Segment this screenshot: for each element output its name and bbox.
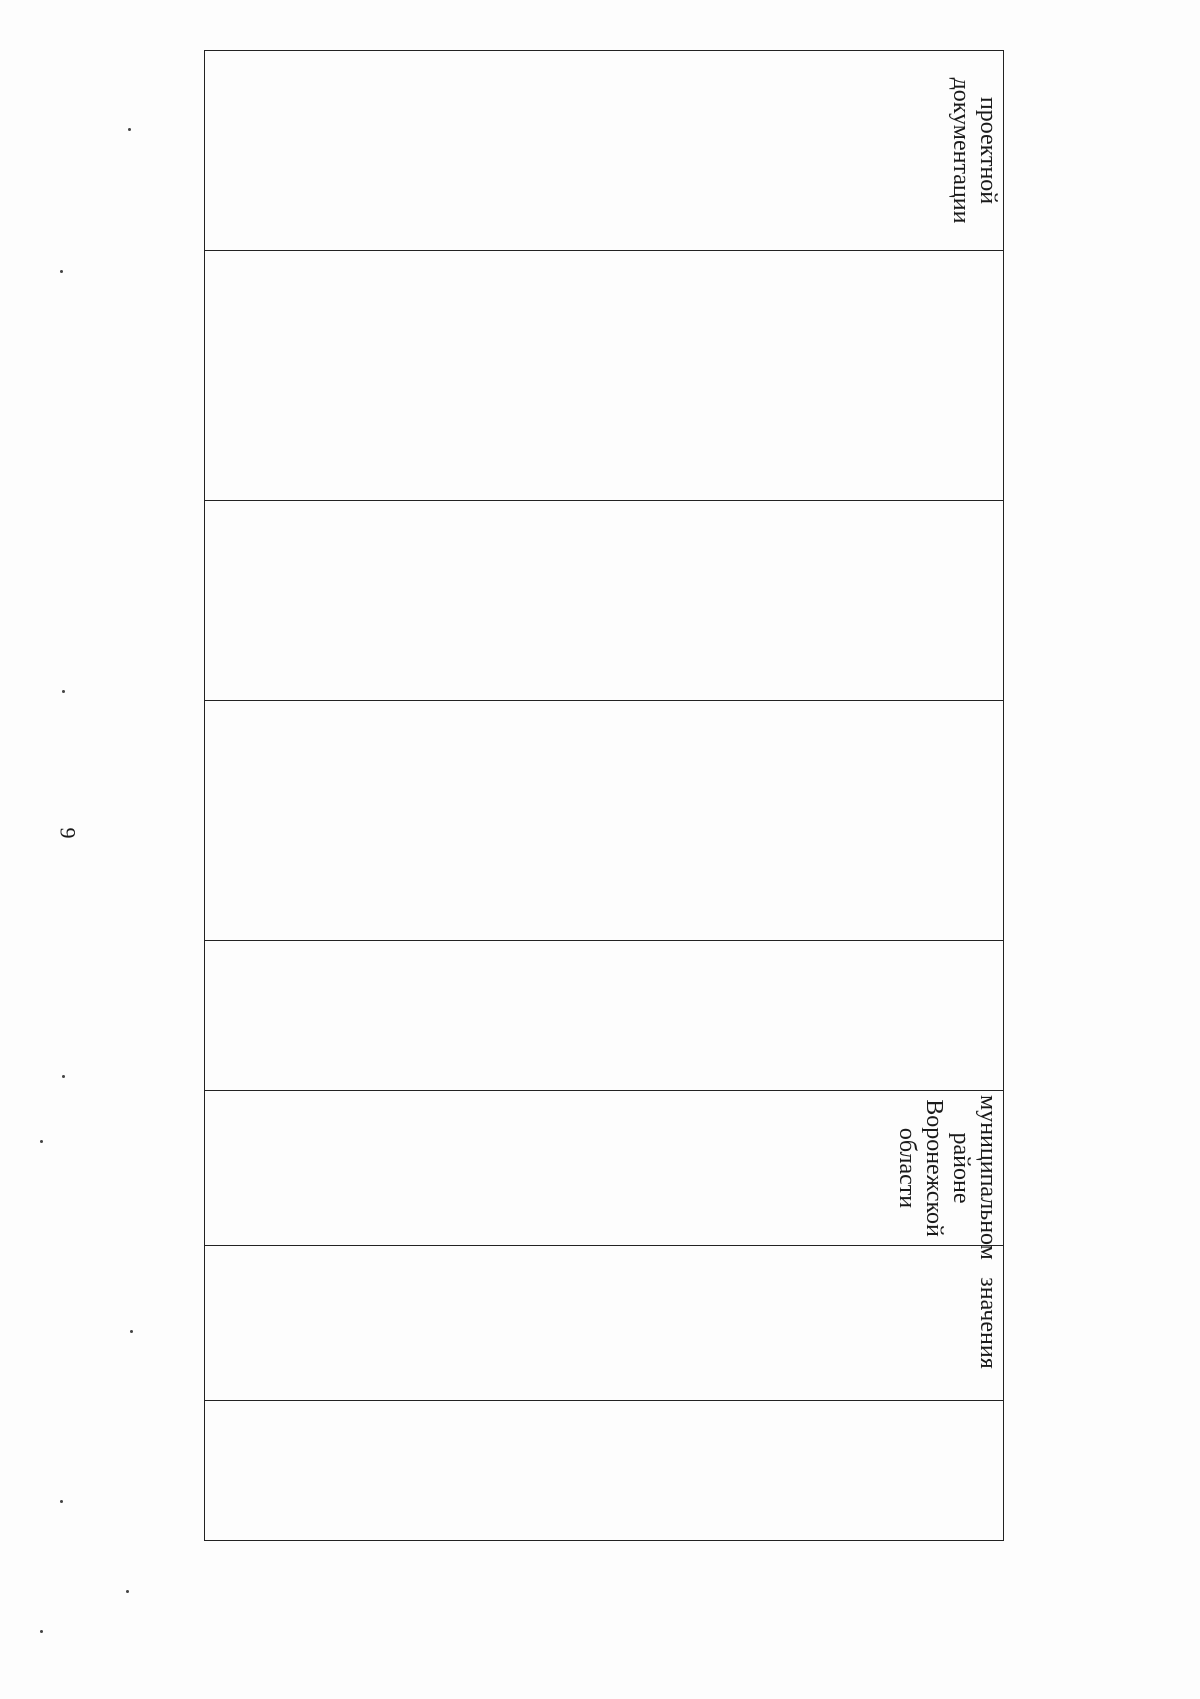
rotated-table-wrapper	[204, 50, 1004, 1540]
term-header	[205, 501, 1004, 701]
scan-speck	[62, 1075, 65, 1078]
page-number: 9	[55, 827, 81, 839]
scan-speck	[60, 1500, 63, 1503]
scan-speck	[62, 690, 65, 693]
type-header: значения	[205, 1246, 1004, 1401]
scan-speck	[126, 1590, 129, 1593]
road-objects-table	[204, 50, 1004, 1541]
header-row	[205, 51, 1004, 1541]
scan-speck	[40, 1630, 43, 1633]
scan-speck	[130, 1330, 133, 1333]
map-header	[205, 251, 1004, 501]
name-header: муниципальном районе Воронежской области	[205, 1091, 1004, 1246]
length-header	[205, 701, 1004, 941]
scan-speck	[40, 1140, 43, 1143]
scan-speck	[128, 128, 131, 131]
zone-header: проектной документации	[205, 51, 1004, 251]
location-header	[205, 941, 1004, 1091]
scan-speck	[60, 270, 63, 273]
number-header	[205, 1401, 1004, 1541]
